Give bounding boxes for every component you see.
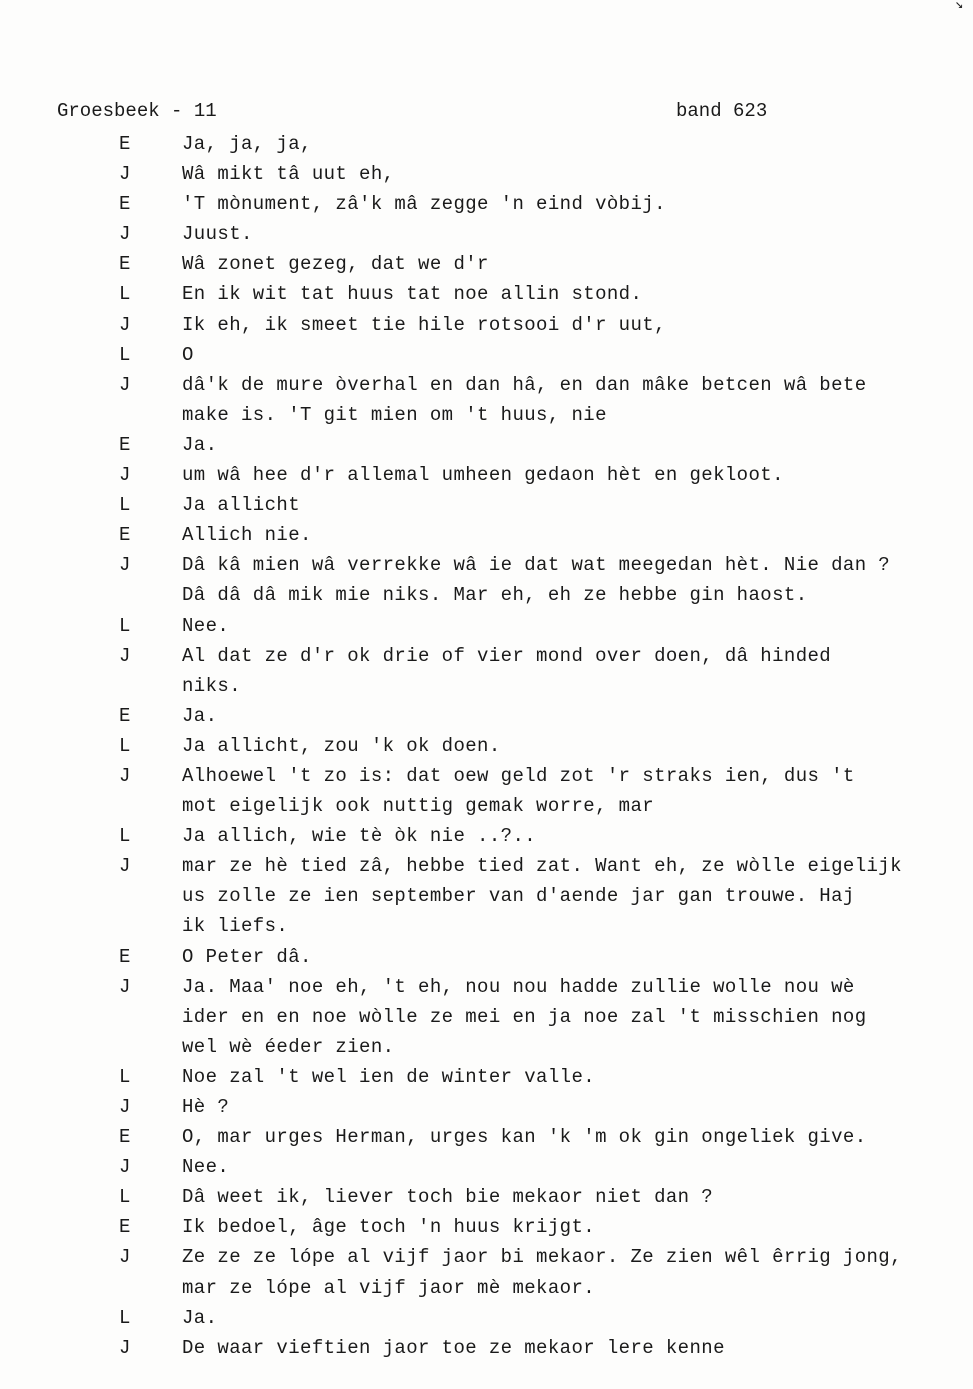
line-text: Nee. [182, 614, 230, 637]
speaker-label: J [119, 1096, 131, 1118]
line-text: Dâ dâ dâ mik mie niks. Mar eh, eh ze hebbe gin haost. [182, 584, 808, 607]
transcript-line [0, 400, 973, 430]
line-text: Alhoewel 't zo is: dat oew geld zot 'r straks ien, dus 't [182, 764, 855, 787]
line-text: 'T mònument, zâ'k mâ zegge 'n eind vòbij. [182, 193, 666, 216]
speaker-label: J [119, 163, 131, 186]
transcript-line [0, 550, 973, 580]
speaker-label: L [119, 734, 131, 757]
line-text: Allich nie. [182, 524, 312, 547]
transcript-line [0, 340, 973, 370]
transcript-line [0, 731, 973, 761]
transcript-line [0, 851, 973, 881]
line-text: Ik bedoel, âge toch 'n huus krijgt. [182, 1216, 596, 1239]
transcript-line [0, 1002, 973, 1032]
speaker-label: E [119, 1216, 131, 1239]
line-text: Ja allicht, zou 'k ok doen. [182, 734, 501, 757]
line-text: Ja allich, wie tè òk nie ..?.. [182, 825, 537, 848]
transcript-line [0, 1303, 973, 1333]
speaker-label: J [119, 975, 131, 998]
speaker-label: J [119, 855, 131, 878]
speaker-label: J [119, 1246, 131, 1269]
transcript-line [0, 942, 973, 972]
speaker-label: L [119, 614, 131, 637]
line-text: De waar vieftien jaor toe ze mekaor lere kenne [182, 1336, 725, 1359]
transcript-line [0, 911, 973, 941]
speaker-label: L [119, 1306, 131, 1329]
transcript-line [0, 1062, 973, 1092]
transcript-line [0, 641, 973, 671]
speaker-label: J [119, 464, 131, 487]
transcript-line [0, 1333, 973, 1363]
speaker-label: J [119, 313, 131, 336]
transcript-line [0, 1032, 973, 1062]
line-text: um wâ hee d'r allemal umheen gedaon hèt en gekloot. [182, 464, 784, 487]
speaker-label: L [119, 1186, 131, 1209]
transcript-line [0, 1212, 973, 1242]
speaker-label: L [119, 343, 131, 366]
line-text: ik liefs. [182, 915, 289, 938]
speaker-label: E [119, 704, 131, 727]
line-text: Ze ze ze lópe al vijf jaor bi mekaor. Ze zien wêl êrrig jong, [182, 1246, 902, 1269]
line-text: Ja, ja, ja, [182, 133, 312, 155]
transcript-line [0, 129, 973, 159]
page-header [57, 98, 777, 124]
line-text: Ja. [182, 433, 218, 456]
speaker-label: J [119, 554, 131, 577]
speaker-label: L [119, 1065, 131, 1088]
line-text: ider en en noe wòlle ze mei en ja noe zal 't misschien nog [182, 1005, 867, 1028]
line-text: Hè ? [182, 1096, 230, 1118]
speaker-label: J [119, 1156, 131, 1179]
line-text: mot eigelijk ook nuttig gemak worre, mar [182, 795, 655, 818]
speaker-label: E [119, 945, 131, 968]
transcript-line [0, 821, 973, 851]
speaker-label: E [119, 1126, 131, 1149]
line-text: wel wè éeder zien. [182, 1035, 395, 1058]
line-text: Al dat ze d'r ok drie of vier mond over doen, dâ hinded [182, 644, 832, 667]
line-text: Ja allicht [182, 494, 301, 517]
transcript-line [0, 1152, 973, 1182]
transcript-line [0, 279, 973, 309]
speaker-label: E [119, 433, 131, 456]
speaker-label: J [119, 764, 131, 787]
transcript-line [0, 1092, 973, 1122]
band-number: band 623 [676, 100, 768, 122]
speaker-label: L [119, 494, 131, 517]
transcript-line [0, 1242, 973, 1272]
line-text: Dâ kâ mien wâ verrekke wâ ie dat wat meegedan hèt. Nie dan ? [182, 554, 891, 577]
page-title: Groesbeek - 11 [57, 100, 217, 122]
line-text: O [182, 343, 194, 366]
line-text: Ja. Maa' noe eh, 't eh, nou nou hadde zullie wolle nou wè [182, 975, 855, 998]
speaker-label: J [119, 1336, 131, 1359]
line-text: O Peter dâ. [182, 945, 312, 968]
transcript-line [0, 370, 973, 400]
line-text: Ja. [182, 704, 218, 727]
line-text: mar ze lópe al vijf jaor mè mekaor. [182, 1276, 596, 1299]
line-text: Ja. [182, 1306, 218, 1329]
transcript-line [0, 761, 973, 791]
transcript-line [0, 671, 973, 701]
transcript-line [0, 159, 973, 189]
speaker-label: E [119, 133, 131, 155]
speaker-label: L [119, 283, 131, 306]
speaker-label: J [119, 373, 131, 396]
line-text: Wâ zonet gezeg, dat we d'r [182, 253, 489, 276]
speaker-label: E [119, 524, 131, 547]
line-text: niks. [182, 674, 242, 697]
transcript-line [0, 460, 973, 490]
transcript-line [0, 1182, 973, 1212]
transcript-line [0, 881, 973, 911]
transcript-line [0, 791, 973, 821]
corner-mark: ↘ [955, 0, 964, 13]
line-text: Dâ weet ik, liever toch bie mekaor niet dan ? [182, 1186, 714, 1209]
line-text: O, mar urges Herman, urges kan 'k 'm ok gin ongeliek give. [182, 1126, 867, 1149]
line-text: us zolle ze ien september van d'aende jar gan trouwe. Haj [182, 885, 855, 908]
speaker-label: J [119, 223, 131, 246]
line-text: Wâ mikt tâ uut eh, [182, 163, 395, 186]
line-text: make is. 'T git mien om 't huus, nie [182, 403, 607, 426]
transcript-line [0, 972, 973, 1002]
transcript-line [0, 430, 973, 460]
transcript-line [0, 520, 973, 550]
transcript-line [0, 611, 973, 641]
line-text: Juust. [182, 223, 253, 246]
line-text: Ik eh, ik smeet tie hile rotsooi d'r uut, [182, 313, 666, 336]
transcript-line [0, 1122, 973, 1152]
transcript-lines [0, 129, 973, 1363]
speaker-label: E [119, 253, 131, 276]
transcript-line [0, 701, 973, 731]
transcript-line [0, 490, 973, 520]
line-text: En ik wit tat huus tat noe allin stond. [182, 283, 643, 306]
transcript-line [0, 580, 973, 610]
line-text: dâ'k de mure òverhal en dan hâ, en dan mâke betcen wâ bete [182, 373, 867, 396]
speaker-label: J [119, 644, 131, 667]
line-text: Noe zal 't wel ien de winter valle. [182, 1065, 596, 1088]
transcript-line [0, 1273, 973, 1303]
transcript-line [0, 219, 973, 249]
line-text: mar ze hè tied zâ, hebbe tied zat. Want eh, ze wòlle eigelijk [182, 855, 902, 878]
speaker-label: E [119, 193, 131, 216]
transcript-line [0, 249, 973, 279]
line-text: Nee. [182, 1156, 230, 1179]
transcript-line [0, 189, 973, 219]
speaker-label: L [119, 825, 131, 848]
transcript-line [0, 310, 973, 340]
